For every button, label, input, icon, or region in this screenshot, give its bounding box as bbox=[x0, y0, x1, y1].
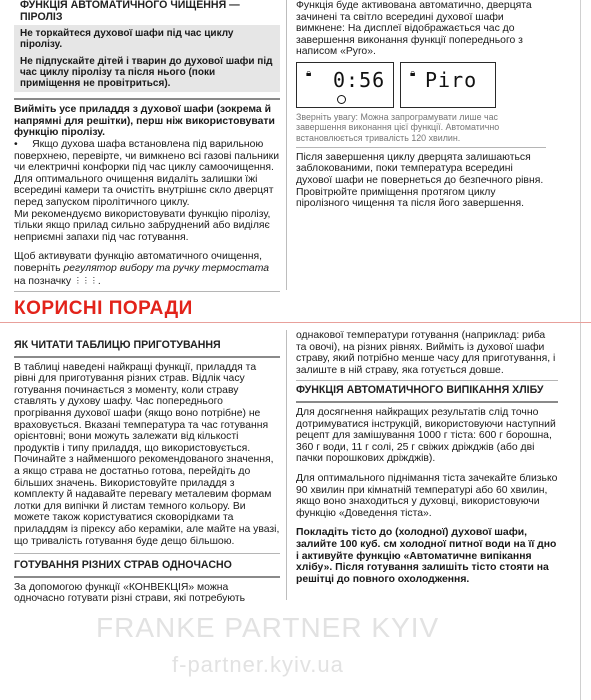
watermark-brand: FRANKE PARTNER KYIV bbox=[96, 612, 440, 643]
section-end-rule bbox=[14, 291, 280, 292]
door-locked-text: Функція буде активована автоматично, дверцята зачинені та світло всередині духової шафи вимкнене: На дисплеї відображається час до завершення виконання функції попереднього з написом «Pyro». bbox=[296, 0, 532, 58]
lock-icon: 🔒︎ bbox=[306, 68, 312, 79]
column-divider-top bbox=[286, 0, 287, 290]
bread-rising: Для оптимального піднімання тіста зачекайте близько 90 хвилин при кімнатній температурі або 60 хвилин, якщо воно знаходиться у духовці, використовуючи функцію «Доведення тіста». bbox=[296, 472, 558, 519]
pyrolysis-section bbox=[14, 0, 280, 292]
display-pyro: Piro bbox=[425, 68, 478, 92]
hob-bullet-text: Якщо духова шафа встановлена під варильною поверхнею, перевірте, чи вимкнено всі газові пальники чи електричні конфорки під час циклу самоочищення. bbox=[14, 138, 280, 174]
simultaneous-title: ГОТУВАННЯ РІЗНИХ СТРАВ ОДНОЧАСНО bbox=[14, 559, 232, 572]
tips-title-rule bbox=[0, 322, 591, 323]
remove-accessories-text: Вийміть усе приладдя з духової шафи (зокрема й напрямні для решітки), перш ніж використовувати функцію піролізу. bbox=[14, 104, 275, 139]
pyrolysis-title: ФУНКЦІЯ АВТОМАТИЧНОГО ЧИЩЕННЯ — ПІРОЛІЗ bbox=[20, 0, 240, 23]
tips-title: КОРИСНІ ПОРАДИ bbox=[14, 298, 193, 319]
warning-dont-touch: Не торкайтеся духової шафи під час циклу піролізу. bbox=[20, 28, 234, 51]
bread-start: Покладіть тісто до (холодної) духової шафи, залийте 100 куб. см холодної питної води на її дно і активуйте функцію «Автоматичне випікання хлібу». Після готування залишіть тісто стояти на решітці до повного охолодження. bbox=[296, 527, 557, 585]
activation-knobs: регулятор вибору та ручку термостата bbox=[63, 262, 270, 274]
display-mode-frame bbox=[400, 62, 496, 108]
activation-suffix: на позначку bbox=[14, 275, 72, 287]
pyro-symbol-icon: ⋮⋮⋮ bbox=[73, 275, 98, 285]
note-text: Зверніть увагу: Можна запрограмувати лише час завершення виконання цієї функції. Автоматично встановлюється тривалість 120 хвилин. bbox=[296, 112, 500, 143]
recommendation-text: Ми рекомендуємо використовувати функцію піролізу, тільки якщо прилад сильно забруднений або виділяє неприємні запахи під час готування. bbox=[14, 208, 271, 243]
display-time-frame bbox=[296, 62, 394, 108]
simultaneous-body: За допомогою функції «КОНВЕКЦІЯ» можна одночасно готувати різні страви, які потребують bbox=[14, 581, 246, 605]
activation-prefix: Щоб активувати функцію автоматичного очищення, поверніть bbox=[14, 251, 262, 274]
clock-icon bbox=[337, 95, 346, 104]
column-divider-bottom bbox=[286, 330, 287, 600]
lock-icon-2: 🔒︎ bbox=[410, 68, 416, 79]
hob-bullet: • Якщо духова шафа встановлена під варильною поверхнею, перевірте, чи вимкнено всі газові пальники чи електричні конфорки під час циклу самоочищення. bbox=[14, 138, 280, 174]
display-time: 0:56 bbox=[333, 68, 386, 92]
bread-recipe: Для досягнення найкращих результатів слід точно дотримуватися інструкцій, використовуючи наступний рецепт для замішування 1000 г тіста: 600 г борошна, 360 г води, 11 г солі, 25 г свіжих дріжджів (або дві пачки порошкових дріжджів). bbox=[296, 406, 556, 465]
pyrolysis-notes bbox=[296, 112, 546, 210]
page-edge-rule bbox=[580, 0, 581, 700]
warning-box bbox=[14, 25, 280, 92]
bread-title: ФУНКЦІЯ АВТОМАТИЧНОГО ВИПІКАННЯ ХЛІБУ bbox=[296, 384, 544, 397]
activation-end: . bbox=[97, 275, 101, 287]
activation-instruction bbox=[14, 251, 280, 287]
tips-left-column bbox=[14, 340, 280, 605]
how-to-read-body: В таблиці наведені найкращі функції, приладдя та рівні для приготування різних страв. Відлік часу готування починається з моменту, коли страву ставлять у духову шафу. Час попереднього прогрівання духової шафи (якщо воно потрібне) не враховується. Вказані температура та час готування орієнтовні; вони можуть залежати від кількості продуктів і типу приладдя, що використовується. Починайте з найменшого рекомендованого значення, а якщо страва не достатньо готова, перейдіть до більших значень. Використовуйте приладдя з комплекту й надавайте перевагу металевим формам лотки для випічки й листам темного кольору. Ви можете також користуватися сковорідками та приладдям із пірексу або кераміки, але майте на увазі, що тривалість готування буде дещо більшою. bbox=[14, 361, 280, 547]
simultaneous-continuation: однакової температури готування (наприклад: риба та овочі), на різних рівнях. Вийміть із духової шафи страву, який потрібно менше часу для приготування, і залиште в ній страву, яка готується довше. bbox=[296, 330, 556, 376]
how-to-read-title: ЯК ЧИТАТИ ТАБЛИЦЮ ПРИГОТУВАННЯ bbox=[14, 339, 221, 351]
optimal-cleaning-text: Для оптимального очищення видаліть залишки їжі всередині камери та очистіть внутрішнє скло дверцят перед запуском піролітичного циклу. bbox=[14, 173, 274, 208]
warning-children: Не підпускайте дітей і тварин до духової шафи під час циклу піролізу та після нього (поки приміщення не провітриться). bbox=[20, 55, 273, 89]
after-cycle-text: Після завершення циклу дверцята залишаються заблокованими, поки температура всередині духової шафи не повернеться до безпечного рівня. Провітрюйте приміщення протягом циклу піролізного чищення та після його завершення. bbox=[296, 151, 544, 210]
pyrolysis-right-column bbox=[296, 0, 546, 58]
tips-right-column bbox=[296, 330, 558, 585]
watermark-url: f-partner.kyiv.ua bbox=[172, 652, 344, 677]
